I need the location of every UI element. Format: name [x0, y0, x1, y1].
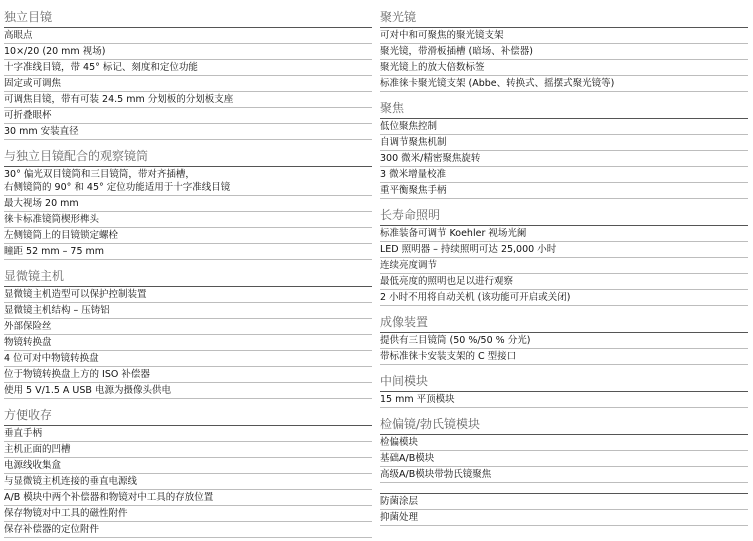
section-heading [380, 483, 748, 494]
spec-row: 标准徕卡聚光镜支架 (Abbe、转换式、摇摆式聚光镜等) [380, 76, 748, 92]
spec-row: 徕卡标准镜筒楔形榫头 [4, 212, 372, 228]
spec-row: 标准装备可调节 Koehler 视场光阑 [380, 226, 748, 242]
left-column [4, 0, 372, 538]
spec-row: 固定或可调焦 [4, 76, 372, 92]
spec-row: 防菌涂层 [380, 494, 748, 510]
right-column [380, 0, 748, 526]
spec-row: 高眼点 [4, 28, 372, 44]
spec-row: 位于物镜转换盘上方的 ISO 补偿器 [4, 367, 372, 383]
spec-row: 可调焦目镜，带有可装 24.5 mm 分划板的分划板支座 [4, 92, 372, 108]
spec-row [4, 167, 372, 196]
spec-row: 使用 5 V/1.5 A USB 电源为摄像头供电 [4, 383, 372, 399]
spec-row: 提供有三目镜筒 (50 %/50 % 分光) [380, 333, 748, 349]
spec-row: 带标准徕卡安装支架的 C 型接口 [380, 349, 748, 365]
spec-row: 显微镜主机结构 – 压铸铝 [4, 303, 372, 319]
spec-row: 聚光镜，带滑板插槽 (暗场、补偿器) [380, 44, 748, 60]
spec-row: 显微镜主机造型可以保护控制装置 [4, 287, 372, 303]
spec-row: 连续亮度调节 [380, 258, 748, 274]
spec-row: 检偏模块 [380, 435, 748, 451]
spec-row: 最低亮度的照明也足以进行观察 [380, 274, 748, 290]
section-heading: 聚焦 [380, 92, 748, 119]
spec-row: 300 微米/精密聚焦旋转 [380, 151, 748, 167]
spec-text: 右侧镜筒的 90° 和 45° 定位功能适用于十字准线目镜 [4, 182, 231, 193]
spec-row: 物镜转换盘 [4, 335, 372, 351]
spec-row: LED 照明器 – 持续照明可达 25,000 小时 [380, 242, 748, 258]
section-heading: 长寿命照明 [380, 199, 748, 226]
spec-row: 低位聚焦控制 [380, 119, 748, 135]
right-section-2 [380, 199, 748, 306]
spec-text: 30° 偏光双目镜筒和三目镜筒，带对齐插槽， [4, 169, 195, 180]
spec-row: 高级A/B模块带勃氏镜聚焦 [380, 467, 748, 483]
spec-row: A/B 模块中两个补偿器和物镜对中工具的存放位置 [4, 490, 372, 506]
right-section-5 [380, 408, 748, 483]
spec-row: 可折叠眼杯 [4, 108, 372, 124]
spec-row: 30 mm 安装直径 [4, 124, 372, 140]
right-section-0 [380, 0, 748, 92]
spec-row: 2 小时不用将自动关机 (该功能可开启或关闭) [380, 290, 748, 306]
section-heading: 检偏镜/勃氏镜模块 [380, 408, 748, 435]
section-heading: 方便收存 [4, 399, 372, 426]
spec-row: 与显微镜主机连接的垂直电源线 [4, 474, 372, 490]
spec-row: 15 mm 平顶模块 [380, 392, 748, 408]
section-heading: 与独立目镜配合的观察镜筒 [4, 140, 372, 167]
spec-row: 外部保险丝 [4, 319, 372, 335]
section-heading: 聚光镜 [380, 0, 748, 28]
spec-row: 自调节聚焦机制 [380, 135, 748, 151]
spec-row: 抑菌处理 [380, 510, 748, 526]
spec-row: 4 位可对中物镜转换盘 [4, 351, 372, 367]
spec-row: 保存物镜对中工具的磁性附件 [4, 506, 372, 522]
spec-row: 重平衡聚焦手柄 [380, 183, 748, 199]
spec-row: 可对中和可聚焦的聚光镜支架 [380, 28, 748, 44]
left-section-1 [4, 140, 372, 260]
section-heading: 独立目镜 [4, 0, 372, 28]
spec-row: 主机正面的凹槽 [4, 442, 372, 458]
spec-row: 保存补偿器的定位附件 [4, 522, 372, 538]
spec-row: 左侧镜筒上的目镜锁定螺栓 [4, 228, 372, 244]
right-section-1 [380, 92, 748, 199]
spec-row: 垂直手柄 [4, 426, 372, 442]
section-heading: 中间模块 [380, 365, 748, 392]
right-section-3 [380, 306, 748, 365]
spec-row: 电源线收集盒 [4, 458, 372, 474]
spec-row: 最大视场 20 mm [4, 196, 372, 212]
spec-row: 基础A/B模块 [380, 451, 748, 467]
left-section-3 [4, 399, 372, 538]
spec-row: 瞳距 52 mm – 75 mm [4, 244, 372, 260]
right-section-4 [380, 365, 748, 408]
spec-row: 3 微米增量校准 [380, 167, 748, 183]
section-heading: 成像装置 [380, 306, 748, 333]
left-section-2 [4, 260, 372, 399]
spec-row: 10×/20 (20 mm 视场) [4, 44, 372, 60]
right-section-6 [380, 483, 748, 526]
left-section-0 [4, 0, 372, 140]
section-heading: 显微镜主机 [4, 260, 372, 287]
spec-row: 十字准线目镜，带 45° 标记、刻度和定位功能 [4, 60, 372, 76]
spec-row: 聚光镜上的放大倍数标签 [380, 60, 748, 76]
